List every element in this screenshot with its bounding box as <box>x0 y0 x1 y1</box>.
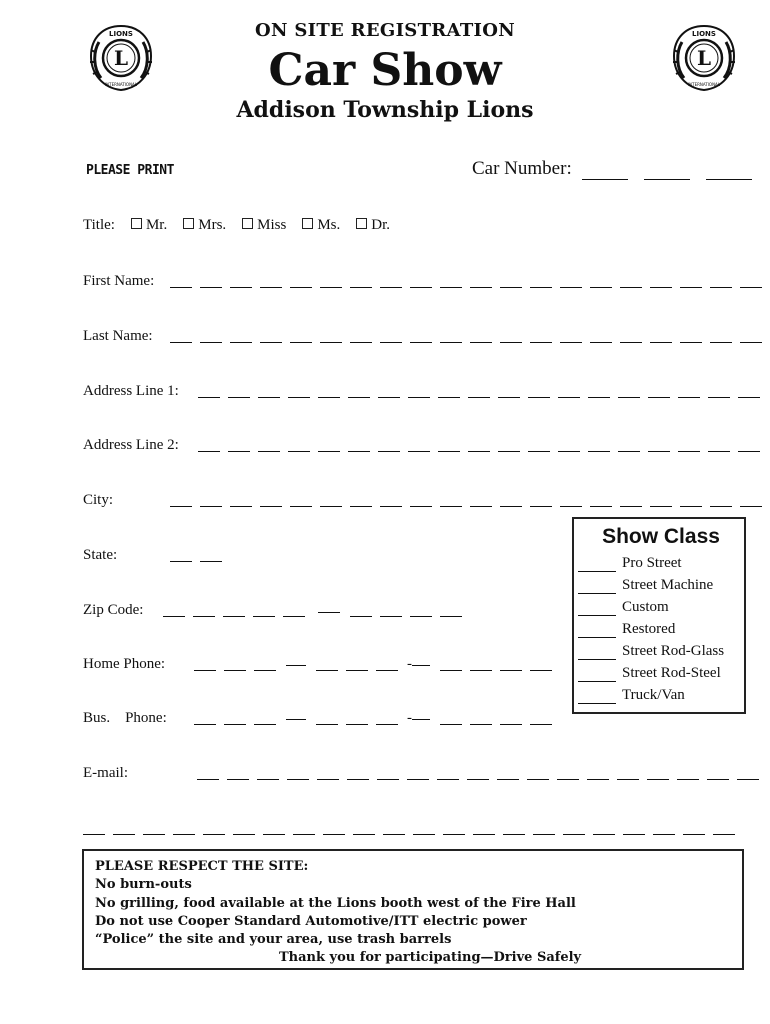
car-number-label: Car Number: <box>472 158 572 179</box>
blank-segment <box>437 779 459 780</box>
blank-segment <box>288 397 310 398</box>
blank-segment <box>740 506 762 507</box>
zip-separator <box>318 612 340 614</box>
blank-segment <box>257 779 279 780</box>
header-registration: ON SITE REGISTRATION <box>255 20 515 41</box>
blank-segment <box>590 287 612 288</box>
blank-segment <box>440 287 462 288</box>
blank-segment <box>473 834 495 835</box>
last-name-label: Last Name: <box>83 328 153 344</box>
blank-segment <box>283 616 305 617</box>
blank-segment <box>680 287 702 288</box>
title-option-dr[interactable]: Dr. <box>356 217 390 234</box>
blank-segment <box>200 561 222 562</box>
blank-segment <box>194 724 216 725</box>
blank-segment <box>683 834 705 835</box>
class-blank[interactable] <box>578 625 616 638</box>
blank-segment <box>650 287 672 288</box>
email-field[interactable] <box>197 779 737 781</box>
blank-segment <box>228 397 250 398</box>
blank-segment <box>623 834 645 835</box>
blank-segment <box>708 451 730 452</box>
show-class-item[interactable]: Restored <box>578 621 675 638</box>
blank-segment <box>198 397 220 398</box>
blank-segment <box>560 287 582 288</box>
blank-segment <box>500 506 522 507</box>
page-title: Car Show <box>268 45 502 96</box>
class-blank[interactable] <box>578 603 616 616</box>
blank-segment <box>500 287 522 288</box>
blank-segment <box>200 342 222 343</box>
blank-segment <box>438 397 460 398</box>
blank-segment <box>197 779 219 780</box>
blank-segment <box>83 834 105 835</box>
blank-segment <box>260 342 282 343</box>
class-blank[interactable] <box>578 691 616 704</box>
title-row <box>83 217 390 234</box>
blank-segment <box>350 342 372 343</box>
last-name-field[interactable] <box>170 342 740 344</box>
address2-field[interactable] <box>198 451 738 453</box>
blank-segment <box>286 719 306 720</box>
blank-segment <box>258 397 280 398</box>
blank-segment <box>376 724 398 725</box>
blank-segment <box>380 506 402 507</box>
blank-segment <box>320 342 342 343</box>
please-print-note: PLEASE PRINT <box>86 163 174 178</box>
blank-segment <box>173 834 195 835</box>
logo-top-text-right: LIONS <box>692 30 716 38</box>
first-name-label: First Name: <box>83 273 155 289</box>
blank-segment <box>530 670 552 671</box>
blank-segment <box>557 779 579 780</box>
bus-phone-sep1 <box>286 719 306 721</box>
blank-segment <box>588 397 610 398</box>
blank-segment <box>593 834 615 835</box>
title-option-mrs[interactable]: Mrs. <box>183 217 226 234</box>
blank-segment <box>224 670 246 671</box>
blank-segment <box>617 779 639 780</box>
blank-segment <box>410 616 432 617</box>
blank-segment <box>677 779 699 780</box>
blank-segment <box>530 506 552 507</box>
blank-segment <box>380 342 402 343</box>
show-class-item[interactable]: Truck/Van <box>578 687 685 704</box>
blank-segment <box>290 342 312 343</box>
show-class-item[interactable]: Street Rod-Steel <box>578 665 721 682</box>
bus-phone-dash: - <box>407 710 412 726</box>
state-label: State: <box>83 547 118 563</box>
blank-segment <box>467 779 489 780</box>
address2-label: Address Line 2: <box>83 437 179 453</box>
blank-segment <box>143 834 165 835</box>
blank-segment <box>170 506 192 507</box>
home-phone-prefix[interactable] <box>316 670 406 672</box>
car-number-row <box>472 158 752 180</box>
city-label: City: <box>83 492 114 508</box>
blank-segment <box>708 397 730 398</box>
address1-field[interactable] <box>198 397 738 399</box>
blank-segment <box>348 451 370 452</box>
title-option-miss[interactable]: Miss <box>242 217 286 234</box>
blank-segment <box>228 451 250 452</box>
blank-segment <box>347 779 369 780</box>
blank-segment <box>740 342 762 343</box>
blank-segment <box>230 506 252 507</box>
class-blank[interactable] <box>578 669 616 682</box>
notice-line: Do not use Cooper Standard Automotive/ITT electric power <box>95 913 527 929</box>
state-field[interactable] <box>170 561 230 563</box>
blank-segment <box>500 342 522 343</box>
zip-field-first[interactable] <box>163 616 308 618</box>
zip-label: Zip Code: <box>83 602 144 618</box>
blank-segment <box>113 834 135 835</box>
blank-segment <box>230 342 252 343</box>
blank-segment <box>680 506 702 507</box>
blank-segment <box>410 287 432 288</box>
blank-segment <box>440 616 462 617</box>
blank-segment <box>498 451 520 452</box>
blank-segment <box>438 451 460 452</box>
blank-segment <box>707 779 729 780</box>
blank-segment <box>470 506 492 507</box>
car-number-blank-1[interactable] <box>582 163 628 180</box>
blank-segment <box>530 287 552 288</box>
blank-segment <box>346 724 368 725</box>
checkbox-icon[interactable] <box>183 218 194 229</box>
blank-segment <box>290 287 312 288</box>
blank-segment <box>346 670 368 671</box>
page-subtitle: Addison Township Lions <box>236 97 534 123</box>
blank-segment <box>318 451 340 452</box>
notice-line: No burn-outs <box>95 877 192 893</box>
blank-segment <box>413 834 435 835</box>
blank-segment <box>440 670 462 671</box>
blank-segment <box>376 670 398 671</box>
blank-segment <box>738 397 760 398</box>
blank-segment <box>468 397 490 398</box>
blank-segment <box>533 834 555 835</box>
blank-segment <box>650 506 672 507</box>
blank-segment <box>498 397 520 398</box>
blank-segment <box>527 779 549 780</box>
blank-segment <box>560 342 582 343</box>
blank-segment <box>678 451 700 452</box>
blank-segment <box>528 397 550 398</box>
home-phone-line[interactable] <box>440 670 560 672</box>
blank-segment <box>738 451 760 452</box>
blank-segment <box>412 719 430 720</box>
car-number-blank-3[interactable] <box>706 163 752 180</box>
title-label: Title: <box>83 217 115 233</box>
blank-segment <box>316 724 338 725</box>
blank-segment <box>378 397 400 398</box>
blank-segment <box>470 342 492 343</box>
class-blank[interactable] <box>578 647 616 660</box>
blank-segment <box>290 506 312 507</box>
bus-phone-line[interactable] <box>440 724 560 726</box>
blank-segment <box>678 397 700 398</box>
blank-segment <box>618 451 640 452</box>
blank-segment <box>318 397 340 398</box>
blank-segment <box>383 834 405 835</box>
blank-segment <box>590 506 612 507</box>
blank-segment <box>470 287 492 288</box>
home-phone-sep1 <box>286 665 306 667</box>
blank-segment <box>620 342 642 343</box>
blank-segment <box>408 397 430 398</box>
bus-phone-label: Bus. Phone: <box>83 710 167 726</box>
blank-segment <box>648 397 670 398</box>
blank-segment <box>558 397 580 398</box>
blank-segment <box>227 779 249 780</box>
blank-segment <box>440 724 462 725</box>
blank-segment <box>653 834 675 835</box>
blank-segment <box>620 287 642 288</box>
blank-segment <box>620 506 642 507</box>
home-phone-dash: - <box>407 656 412 672</box>
blank-segment <box>353 834 375 835</box>
first-name-field[interactable] <box>170 287 740 289</box>
blank-segment <box>648 451 670 452</box>
show-class-item[interactable]: Custom <box>578 599 669 616</box>
blank-segment <box>198 451 220 452</box>
blank-segment <box>590 342 612 343</box>
show-class-item[interactable]: Street Machine <box>578 577 713 594</box>
blank-segment <box>170 342 192 343</box>
show-class-box <box>572 517 746 714</box>
blank-segment <box>410 342 432 343</box>
checkbox-icon[interactable] <box>242 218 253 229</box>
blank-segment <box>203 834 225 835</box>
logo-letter-right: L <box>696 46 712 70</box>
blank-segment <box>440 342 462 343</box>
blank-segment <box>412 665 430 666</box>
blank-segment <box>503 834 525 835</box>
blank-segment <box>254 670 276 671</box>
blank-segment <box>320 506 342 507</box>
logo-bottom-text-left: INTERNATIONAL <box>104 82 138 87</box>
blank-segment <box>443 834 465 835</box>
home-phone-area[interactable] <box>194 670 284 672</box>
blank-segment <box>350 506 372 507</box>
blank-segment <box>710 287 732 288</box>
blank-segment <box>163 616 185 617</box>
blank-segment <box>170 561 192 562</box>
blank-segment <box>618 397 640 398</box>
checkbox-icon[interactable] <box>131 218 142 229</box>
blank-segment <box>710 342 732 343</box>
blank-segment <box>440 506 462 507</box>
blank-segment <box>408 451 430 452</box>
blank-segment <box>500 670 522 671</box>
blank-segment <box>287 779 309 780</box>
notice-line: “Police” the site and your area, use trash barrels <box>95 932 452 948</box>
blank-segment <box>230 287 252 288</box>
blank-segment <box>200 506 222 507</box>
bus-phone-prefix[interactable] <box>316 724 406 726</box>
blank-segment <box>377 779 399 780</box>
blank-segment <box>530 342 552 343</box>
blank-segment <box>233 834 255 835</box>
blank-segment <box>316 670 338 671</box>
blank-segment <box>710 506 732 507</box>
logo-top-text-left: LIONS <box>109 30 133 38</box>
show-class-item[interactable]: Street Rod-Glass <box>578 643 724 660</box>
bus-phone-area[interactable] <box>194 724 284 726</box>
blank-segment <box>470 724 492 725</box>
blank-segment <box>317 779 339 780</box>
blank-segment <box>470 670 492 671</box>
blank-segment <box>737 779 759 780</box>
blank-segment <box>560 506 582 507</box>
blank-segment <box>224 724 246 725</box>
blank-segment <box>647 779 669 780</box>
blank-segment <box>410 506 432 507</box>
blank-segment <box>497 779 519 780</box>
checkbox-icon[interactable] <box>356 218 367 229</box>
blank-segment <box>380 287 402 288</box>
blank-segment <box>223 616 245 617</box>
blank-segment <box>286 665 306 666</box>
blank-segment <box>468 451 490 452</box>
notice-line: PLEASE RESPECT THE SITE: <box>95 859 309 874</box>
home-phone-sep2 <box>412 665 430 667</box>
email-label: E-mail: <box>83 765 128 781</box>
blank-segment <box>320 287 342 288</box>
blank-segment <box>260 506 282 507</box>
blank-segment <box>650 342 672 343</box>
blank-segment <box>407 779 429 780</box>
blank-segment <box>200 287 222 288</box>
notice-line: No grilling, food available at the Lions booth west of the Fire Hall <box>95 895 576 911</box>
home-phone-label: Home Phone: <box>83 656 166 672</box>
notice-closing: Thank you for participating—Drive Safely <box>279 950 582 966</box>
blank-segment <box>350 616 372 617</box>
blank-segment <box>193 616 215 617</box>
blank-segment <box>713 834 735 835</box>
blank-segment <box>378 451 400 452</box>
blank-segment <box>380 616 402 617</box>
logo-bottom-text-right: INTERNATIONAL <box>687 82 721 87</box>
blank-segment <box>740 287 762 288</box>
blank-segment <box>293 834 315 835</box>
blank-segment <box>258 451 280 452</box>
checkbox-icon[interactable] <box>302 218 313 229</box>
email-field-continued[interactable] <box>83 834 743 836</box>
blank-segment <box>170 287 192 288</box>
car-number-blank-2[interactable] <box>644 163 690 180</box>
blank-segment <box>263 834 285 835</box>
show-class-item[interactable]: Pro Street <box>578 555 682 572</box>
blank-segment <box>288 451 310 452</box>
show-class-title: Show Class <box>602 525 720 548</box>
class-blank[interactable] <box>578 581 616 594</box>
blank-segment <box>318 612 340 613</box>
blank-segment <box>558 451 580 452</box>
blank-segment <box>260 287 282 288</box>
title-option-mr[interactable]: Mr. <box>131 217 167 234</box>
blank-segment <box>563 834 585 835</box>
blank-segment <box>350 287 372 288</box>
site-rules-notice <box>82 849 744 970</box>
blank-segment <box>680 342 702 343</box>
blank-segment <box>588 451 610 452</box>
blank-segment <box>348 397 370 398</box>
title-option-ms[interactable]: Ms. <box>302 217 340 234</box>
blank-segment <box>530 724 552 725</box>
blank-segment <box>254 724 276 725</box>
class-blank[interactable] <box>578 559 616 572</box>
zip-field-second[interactable] <box>350 616 470 618</box>
bus-phone-sep2 <box>412 719 430 721</box>
logo-letter-left: L <box>113 46 129 70</box>
blank-segment <box>323 834 345 835</box>
address1-label: Address Line 1: <box>83 383 179 399</box>
blank-segment <box>587 779 609 780</box>
blank-segment <box>500 724 522 725</box>
city-field[interactable] <box>170 506 740 508</box>
blank-segment <box>528 451 550 452</box>
blank-segment <box>194 670 216 671</box>
blank-segment <box>253 616 275 617</box>
